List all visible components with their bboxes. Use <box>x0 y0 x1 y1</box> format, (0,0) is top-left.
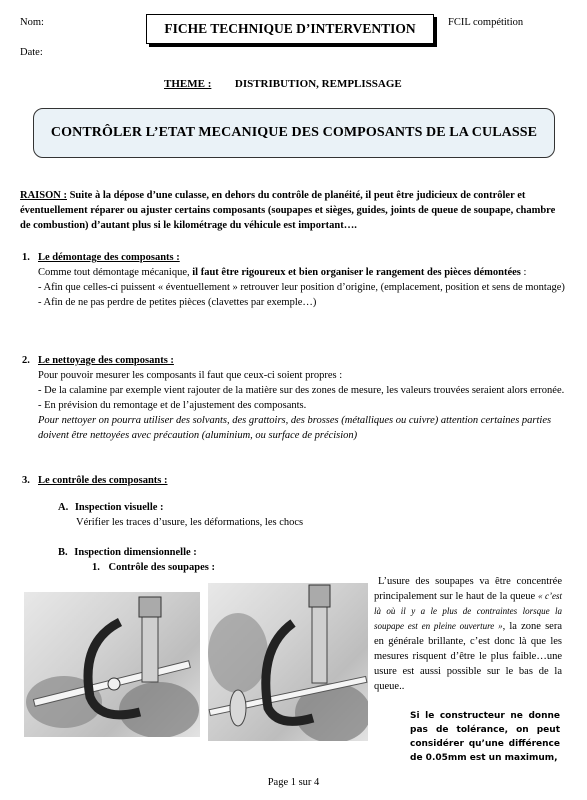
main-title-box <box>33 108 555 158</box>
nom-label: Nom: <box>20 17 44 28</box>
section-number: 2. <box>22 355 30 366</box>
date-label: Date: <box>20 47 43 58</box>
section-italic-note: Pour nettoyer on pourra utiliser des solvants, des grattoirs, des brosses (métalliques ou cuivre) attention certaines parties doivent être nettoyées avec précaution (aluminium, ou surface de précision) <box>38 415 552 441</box>
raison-text: Suite à la dépose d’une culasse, en dehors du contrôle de planéité, il peut être judicieux de contrôler et éventuellement réparer ou ajuster certains composants (soupapes et sièges, guides, joints de queue de soupape, chambre de combustion) d’autant plus si le kilométrage du véhicule est important…. <box>20 190 556 231</box>
section-number: 3. <box>22 475 30 486</box>
subsection-inspection-visuelle: A. Inspection visuelle : Vérifier les traces d’usure, les déformations, les chocs <box>58 502 304 528</box>
section-nettoyage <box>22 353 572 443</box>
section-demontage <box>22 250 572 310</box>
usure-paragraph: L’usure des soupapes va être concentrée principalement sur le haut de la queue « c’est là où il y a le plus de contraintes lorsque la soupape est en pleine ouverture », la zone sera en générale brillante, c’est donc là que les mesures risquent d’être le plus faible…une usure est aussi possible sur le bas de la queue.. <box>374 576 562 692</box>
section-line: - Afin que celles-ci puissent « éventuellement » retrouver leur position d’origine, (emplacement, position et sens de montage) <box>38 282 565 293</box>
section-line: - Afin de ne pas perdre de petites pièces (clavettes par exemple…) <box>38 297 317 308</box>
micrometer-photo-illustration <box>208 583 368 741</box>
section-heading: Le contrôle des composants : <box>38 475 168 486</box>
subsection-inspection-dimensionnelle: B. Inspection dimensionnelle : 1. Contrôle des soupapes : <box>58 547 215 573</box>
fcil-label: FCIL compétition <box>448 17 524 28</box>
section-intro: Pour pouvoir mesurer les composants il faut que ceux-ci soient propres : <box>38 370 343 381</box>
section-number: 1. <box>22 252 30 263</box>
section-line: - De la calamine par exemple vient rajouter de la matière sur des zones de mesure, les valeurs trouvées seraient alors erronée. <box>38 385 565 396</box>
tolerance-note: Si le constructeur ne donne pas de tolérance, on peut considérer qu’une différence de 0.05mm est un maximum, <box>410 711 560 763</box>
valve-measurement-photo <box>24 592 200 737</box>
page-number: Page 1 sur 4 <box>267 777 320 788</box>
theme-value: DISTRIBUTION, REMPLISSAGE <box>234 78 402 90</box>
raison-paragraph <box>20 188 568 233</box>
theme-label: THEME : <box>164 78 212 90</box>
micrometer-photo-illustration <box>24 592 200 737</box>
section-heading: Le démontage des composants : <box>38 252 180 263</box>
theme-line <box>164 78 402 90</box>
section-line: - En prévision du remontage et de l’ajustement des composants. <box>38 400 307 411</box>
raison-label: RAISON : <box>20 190 67 201</box>
document-title: FICHE TECHNIQUE D’INTERVENTION <box>146 14 434 44</box>
section-intro: Comme tout démontage mécanique, il faut être rigoureux et bien organiser le rangement des pièces démontées : <box>38 267 527 278</box>
section-controle <box>22 473 572 488</box>
valve-stem-measurement-photo <box>208 583 368 741</box>
main-title: CONTRÔLER L’ETAT MECANIQUE DES COMPOSANTS DE LA CULASSE <box>50 125 538 140</box>
section-heading: Le nettoyage des composants : <box>38 355 174 366</box>
